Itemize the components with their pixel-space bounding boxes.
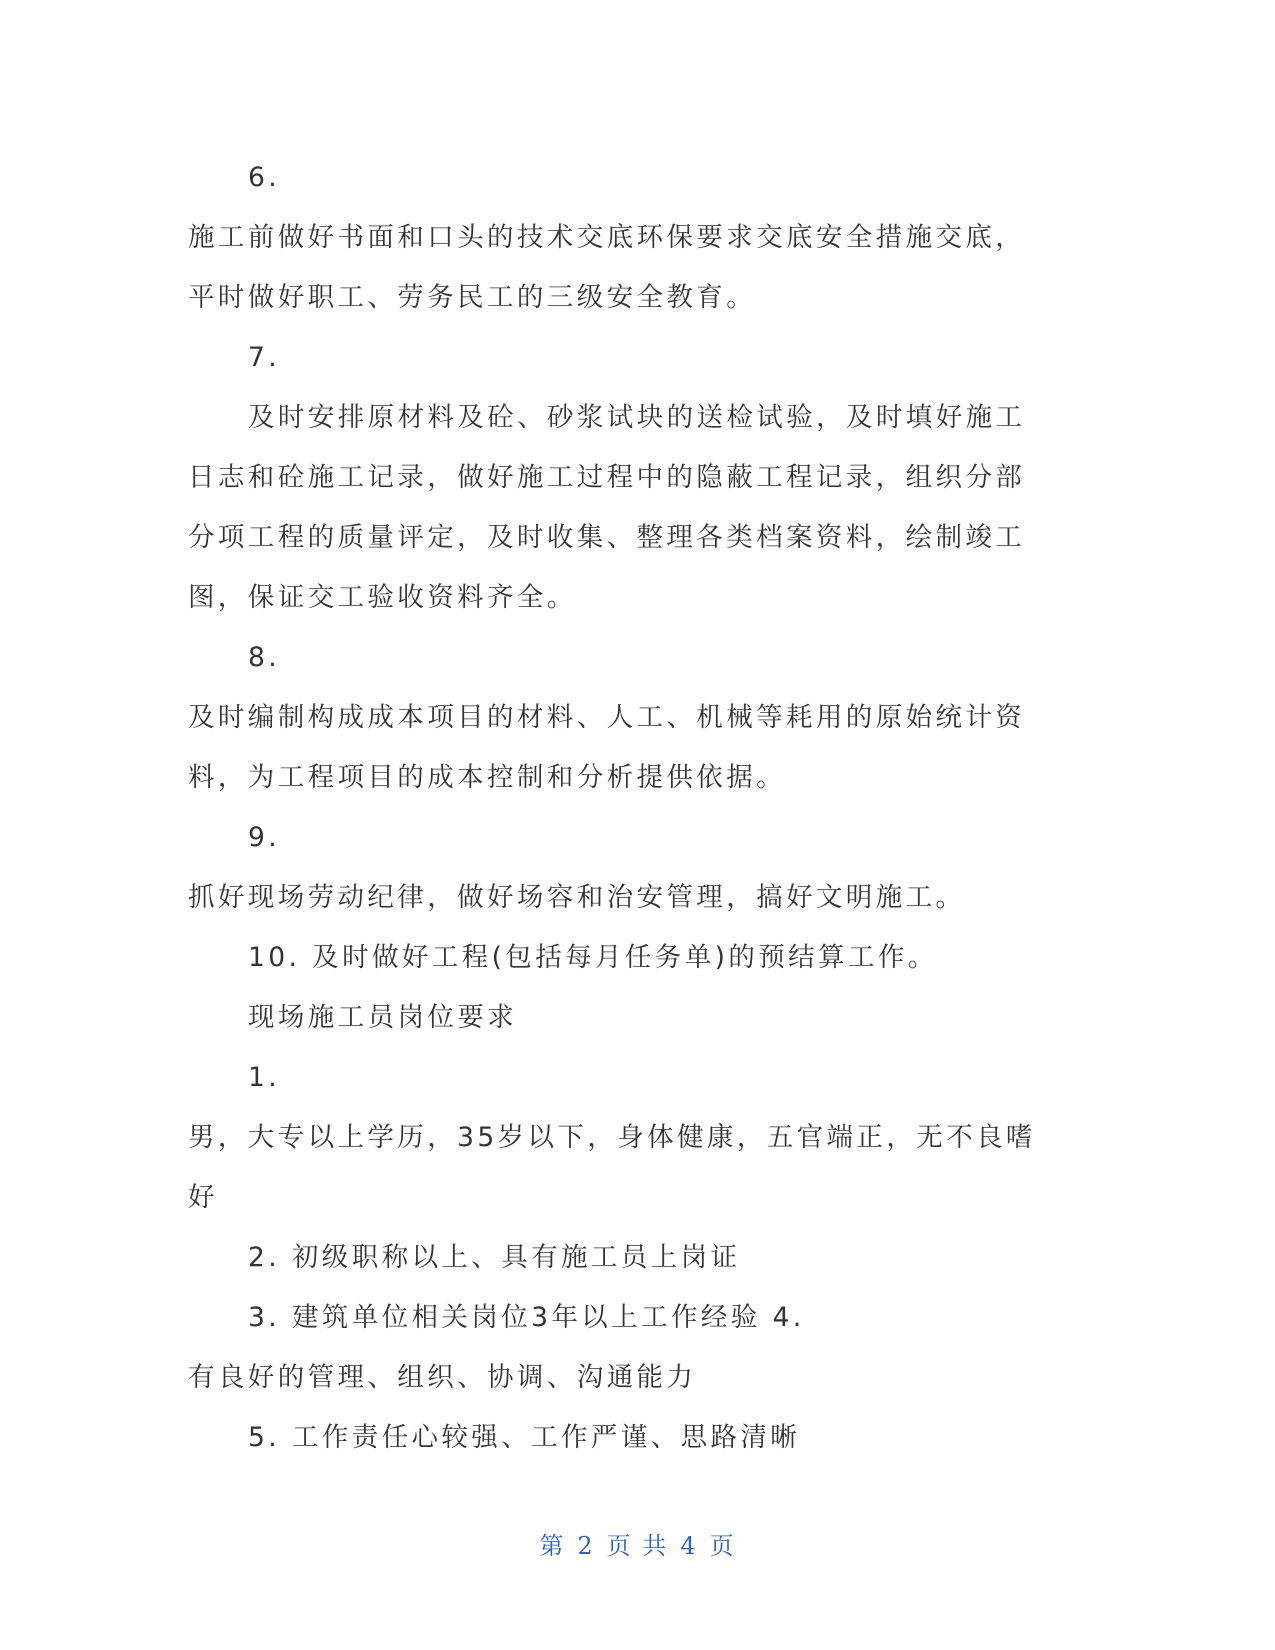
paragraph-line: 料，为工程项目的成本控制和分析提供依据。 xyxy=(188,762,786,793)
paragraph-line: 图，保证交工验收资料齐全。 xyxy=(188,582,577,613)
footer-suffix: 页 xyxy=(709,1532,736,1560)
paragraph-line: 3. 建筑单位相关岗位3年以上工作经验 4. xyxy=(248,1302,805,1333)
item-number: 1. xyxy=(248,1062,281,1093)
paragraph-line: 分项工程的质量评定，及时收集、整理各类档案资料，绘制竣工 xyxy=(188,522,1026,553)
item-number: 9. xyxy=(248,822,281,853)
paragraph-line: 日志和砼施工记录，做好施工过程中的隐蔽工程记录，组织分部 xyxy=(188,462,1026,493)
footer-prefix: 第 xyxy=(539,1532,566,1560)
paragraph-line: 施工前做好书面和口头的技术交底环保要求交底安全措施交底， xyxy=(188,222,1026,253)
page-footer xyxy=(0,1526,1275,1561)
footer-middle: 页 共 xyxy=(606,1532,669,1560)
document-body xyxy=(188,148,1068,1468)
current-page-number: 2 xyxy=(577,1532,595,1560)
paragraph-line: 及时安排原材料及砼、砂浆试块的送检试验，及时填好施工 xyxy=(248,402,1026,433)
paragraph-line: 抓好现场劳动纪律，做好场容和治安管理，搞好文明施工。 xyxy=(188,882,966,913)
paragraph-line: 5. 工作责任心较强、工作严谨、思路清晰 xyxy=(248,1422,801,1453)
item-number: 8. xyxy=(248,642,281,673)
item-number: 6. xyxy=(248,162,281,193)
paragraph-line: 10. 及时做好工程(包括每月任务单)的预结算工作。 xyxy=(248,942,938,973)
paragraph-line: 平时做好职工、劳务民工的三级安全教育。 xyxy=(188,282,757,313)
total-pages-number: 4 xyxy=(680,1532,698,1560)
paragraph-line: 男，大专以上学历，35岁以下，身体健康，五官端正，无不良嗜 xyxy=(188,1122,1036,1153)
item-number: 7. xyxy=(248,342,281,373)
paragraph-line: 及时编制构成成本项目的材料、人工、机械等耗用的原始统计资 xyxy=(188,702,1026,733)
paragraph-line: 有良好的管理、组织、协调、沟通能力 xyxy=(188,1362,697,1393)
section-heading: 现场施工员岗位要求 xyxy=(248,1002,518,1033)
paragraph-line: 2. 初级职称以上、具有施工员上岗证 xyxy=(248,1242,741,1273)
paragraph-line: 好 xyxy=(188,1182,218,1213)
